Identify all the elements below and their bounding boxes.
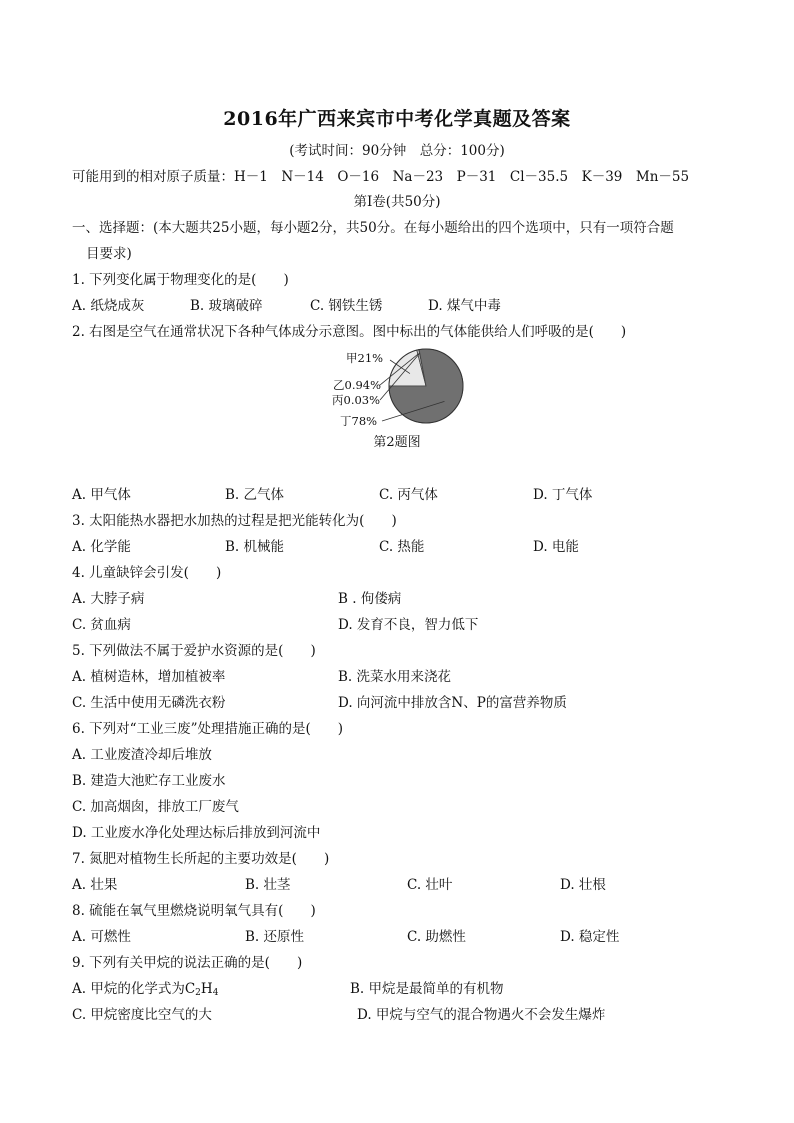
- pie-label: 乙0.94%: [333, 378, 382, 392]
- question-7-option-b: B. 壮茎: [245, 877, 291, 893]
- volume-title: 第Ⅰ卷(共50分): [353, 194, 441, 210]
- question-3-option-a: A. 化学能: [72, 539, 131, 555]
- question-2-option-b: B. 乙气体: [225, 487, 285, 503]
- question-6-option-c: C. 加高烟囱，排放工厂废气: [72, 799, 239, 815]
- question-1-option-a: A. 纸烧成灰: [72, 298, 145, 314]
- question-8-option-a: A. 可燃性: [72, 929, 131, 945]
- air-composition-pie-chart: [300, 340, 500, 440]
- question-5-option-b: B. 洗菜水用来浇花: [338, 669, 452, 685]
- question-5-stem: 5. 下列做法不属于爱护水资源的是( ): [72, 643, 316, 659]
- question-5-option-d: D. 向河流中排放含N、P的富营养物质: [338, 695, 567, 711]
- question-9-option-b: B. 甲烷是最简单的有机物: [350, 981, 504, 997]
- question-9-option-c: C. 甲烷密度比空气的大: [72, 1007, 212, 1023]
- question-7-option-d: D. 壮根: [560, 877, 606, 893]
- question-9-stem: 9. 下列有关甲烷的说法正确的是( ): [72, 955, 303, 971]
- question-3-option-b: B. 机械能: [225, 539, 285, 555]
- question-3-option-d: D. 电能: [533, 539, 579, 555]
- question-2-stem: 2. 右图是空气在通常状况下各种气体成分示意图。图中标出的气体能供给人们呼吸的是( ): [72, 324, 627, 340]
- question-3-option-c: C. 热能: [379, 539, 425, 555]
- question-7-option-c: C. 壮叶: [407, 877, 453, 893]
- exam-info: (考试时间：90分钟 总分：100分): [289, 143, 505, 159]
- section-heading-cont: 目要求): [86, 246, 132, 262]
- question-2-option-c: C. 丙气体: [379, 487, 438, 503]
- question-5-option-c: C. 生活中使用无磷洗衣粉: [72, 695, 226, 711]
- question-7-stem: 7. 氮肥对植物生长所起的主要功效是( ): [72, 851, 330, 867]
- question-4-option-d: D. 发育不良，智力低下: [338, 617, 479, 633]
- pie-label: 甲21%: [346, 351, 384, 365]
- question-6-option-a: A. 工业废渣冷却后堆放: [72, 747, 212, 763]
- question-5-option-a: A. 植树造林，增加植被率: [72, 669, 226, 685]
- question-1-option-d: D. 煤气中毒: [428, 298, 501, 314]
- question-1-option-b: B. 玻璃破碎: [190, 298, 263, 314]
- question-8-stem: 8. 硫能在氧气里燃烧说明氧气具有( ): [72, 903, 316, 919]
- question-8-option-b: B. 还原性: [245, 929, 305, 945]
- question-8-option-d: D. 稳定性: [560, 929, 620, 945]
- question-9-option-a: [72, 980, 218, 1002]
- page-title: 2016年广西来宾市中考化学真题及答案: [223, 108, 571, 130]
- question-7-option-a: A. 壮果: [72, 877, 118, 893]
- question-1-stem: 1. 下列变化属于物理变化的是( ): [72, 272, 289, 288]
- question-4-option-c: C. 贫血病: [72, 617, 131, 633]
- question-6-option-d: D. 工业废水净化处理达标后排放到河流中: [72, 825, 321, 841]
- pie-label: 丙0.03%: [332, 393, 381, 407]
- question-4-stem: 4. 儿童缺锌会引发( ): [72, 565, 222, 581]
- question-6-stem: 6. 下列对“工业三废”处理措施正确的是( ): [72, 721, 344, 737]
- atomic-masses: 可能用到的相对原子质量：H－1 N－14 O－16 Na－23 P－31 Cl－35.5 K－39 Mn－55: [72, 169, 690, 185]
- section-heading: 一、选择题：(本大题共25小题，每小题2分，共50分。在每小题给出的四个选项中，只有一项符合题: [72, 220, 674, 236]
- question-2-option-a: A. 甲气体: [72, 487, 131, 503]
- subscript: 4: [212, 988, 219, 998]
- question-4-option-a: A. 大脖子病: [72, 591, 145, 607]
- subscript: 2: [195, 988, 201, 998]
- question-8-option-c: C. 助燃性: [407, 929, 466, 945]
- question-4-option-b: B . 佝偻病: [338, 591, 402, 607]
- question-9-option-a-text: A. 甲烷的化学式为C: [72, 981, 196, 997]
- question-1-option-c: C. 钢铁生锈: [310, 298, 383, 314]
- question-3-stem: 3. 太阳能热水器把水加热的过程是把光能转化为( ): [72, 513, 397, 529]
- pie-label: 丁78%: [340, 414, 378, 428]
- question-6-option-b: B. 建造大池贮存工业废水: [72, 773, 226, 789]
- question-9-option-a-text-h: H: [200, 981, 213, 997]
- figure-caption: 第2题图: [373, 435, 421, 450]
- question-2-option-d: D. 丁气体: [533, 487, 593, 503]
- question-9-option-d: D. 甲烷与空气的混合物遇火不会发生爆炸: [357, 1007, 606, 1023]
